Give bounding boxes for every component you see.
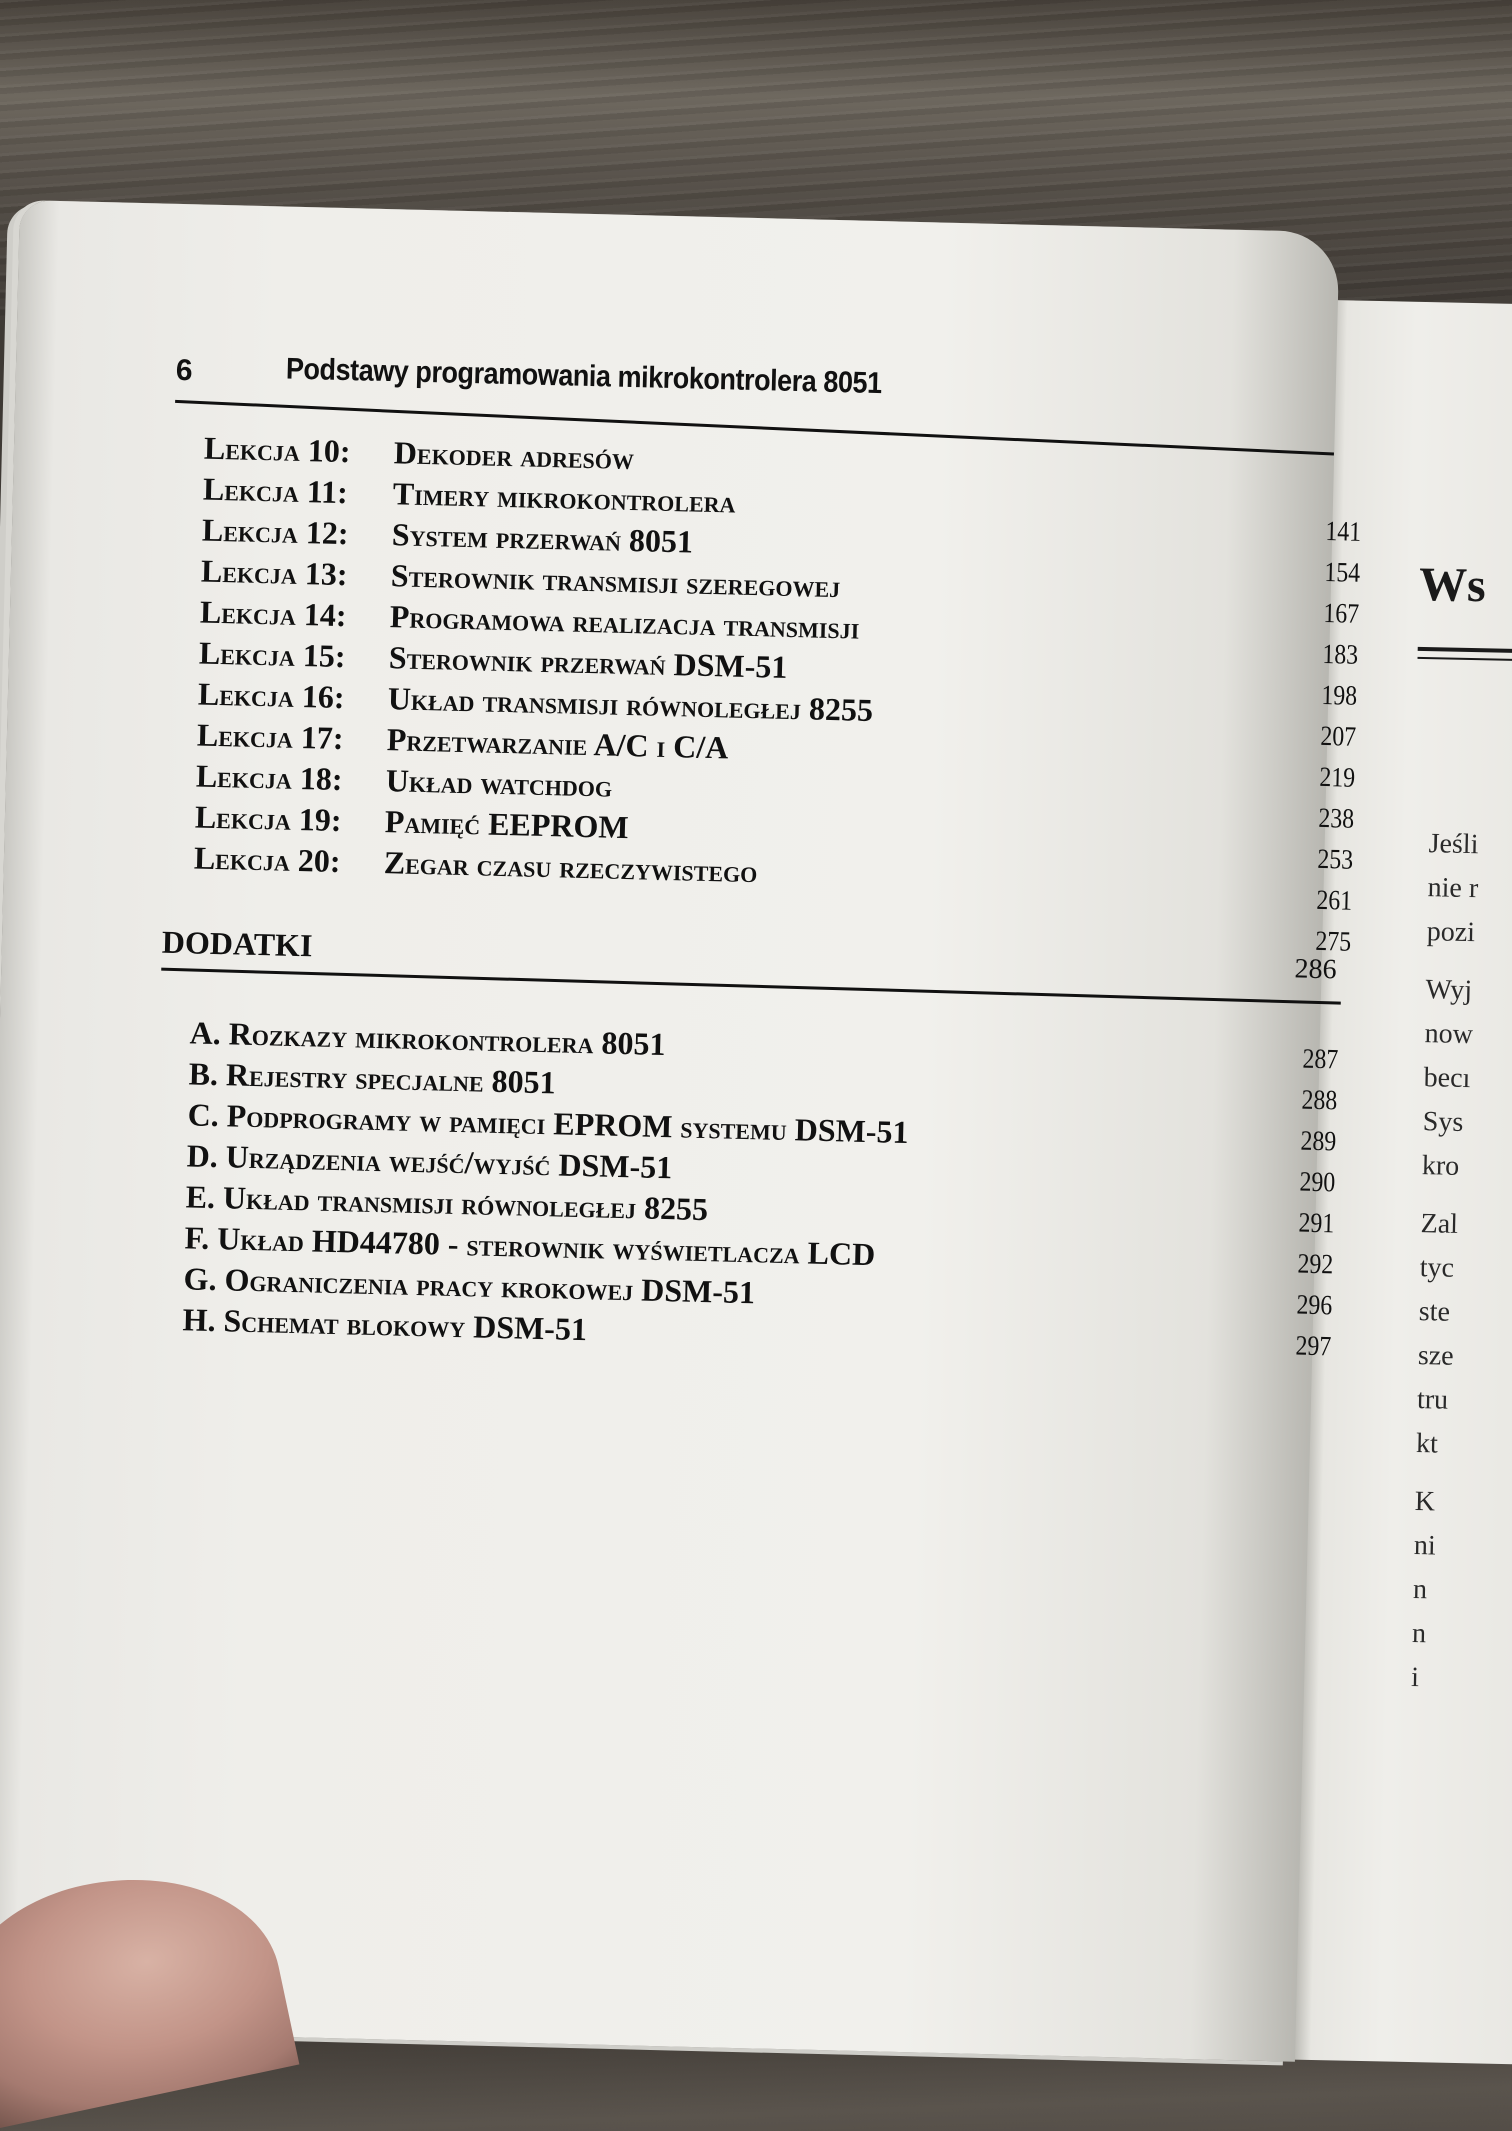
right-page-title: Ws	[1418, 557, 1487, 613]
lesson-label: Lekcja 10:	[203, 429, 351, 470]
right-page-line: pozi	[1426, 916, 1476, 949]
appendix-item-page: 287	[1302, 1043, 1339, 1076]
appendix-item-page: 289	[1300, 1125, 1337, 1158]
lesson-page: 198	[1321, 679, 1358, 712]
lesson-title: Przetwarzanie A/C i C/A	[386, 721, 729, 766]
lesson-page: 219	[1319, 761, 1356, 794]
running-title: Podstawy programowania mikrokontrolera 8051	[285, 352, 883, 401]
lesson-label: Lekcja 15:	[198, 634, 346, 675]
right-page-line: Sys	[1422, 1106, 1464, 1138]
appendix-item-title: F. Układ HD44780 - sterownik wyświetlacza LCD	[184, 1219, 876, 1273]
appendix-item-title: G. Ograniczenia pracy krokowej DSM-51	[183, 1260, 756, 1311]
left-page	[0, 200, 1362, 2062]
page-number: 6	[175, 353, 193, 388]
right-page-line: ste	[1418, 1296, 1451, 1328]
lesson-page: 275	[1315, 925, 1352, 958]
lesson-label: Lekcja 16:	[197, 675, 345, 716]
lesson-label: Lekcja 13:	[200, 552, 348, 593]
right-page-line: kro	[1421, 1150, 1460, 1182]
lesson-title: Programowa realizacja transmisji	[389, 598, 860, 646]
lesson-title: Układ watchdog	[385, 762, 613, 804]
right-page-line: tru	[1416, 1384, 1449, 1416]
appendix-item-title: D. Urządzenia wejść/wyjść DSM-51	[186, 1137, 673, 1186]
lesson-page: 167	[1323, 597, 1360, 630]
right-page-line: Jeśli	[1428, 828, 1479, 861]
lesson-label: Lekcja 14:	[199, 593, 347, 634]
right-page-text	[1411, 822, 1480, 1701]
lesson-label: Lekcja 20:	[193, 839, 341, 880]
appendix-item-page: 288	[1301, 1084, 1338, 1117]
appendix-item-title: E. Układ transmisji równoległej 8255	[185, 1178, 709, 1228]
right-page-line: K	[1414, 1486, 1436, 1518]
right-page-line: tyc	[1419, 1252, 1455, 1284]
lesson-title: System przerwań 8051	[391, 516, 694, 560]
lesson-page: 253	[1317, 843, 1354, 876]
appendix-item-title: A. Rozkazy mikrokontrolera 8051	[189, 1014, 666, 1063]
lesson-page: 261	[1316, 884, 1353, 917]
right-page-title-rule	[1418, 647, 1512, 663]
right-page-line: Wyj	[1425, 974, 1473, 1007]
right-page-line: sze	[1417, 1340, 1454, 1372]
right-page-line: becı	[1423, 1062, 1471, 1095]
lesson-title: Dekoder adresów	[393, 434, 635, 477]
right-page-line: nie r	[1427, 872, 1479, 905]
lesson-page: 207	[1320, 720, 1357, 753]
right-page-line: n	[1411, 1618, 1427, 1650]
lesson-title: Pamięć EEPROM	[384, 803, 630, 846]
lesson-title: Timery mikrokontrolera	[392, 475, 736, 520]
appendix-item-title: B. Rejestry specjalne 8051	[188, 1055, 557, 1101]
lesson-page: 141	[1325, 515, 1362, 548]
appendix-item-page: 290	[1299, 1166, 1336, 1199]
appendix-item-page: 296	[1296, 1289, 1333, 1322]
lesson-label: Lekcja 12:	[201, 511, 349, 552]
right-page-line: ni	[1413, 1530, 1437, 1562]
lesson-title: Układ transmisji równoległej 8255	[387, 680, 874, 728]
lesson-title: Sterownik przerwań DSM-51	[388, 639, 788, 685]
lesson-label: Lekcja 11:	[202, 470, 349, 511]
right-page-line: kt	[1415, 1428, 1439, 1460]
appendix-item-title: C. Podprogramy w pamięci EPROM systemu DSM-51	[187, 1096, 909, 1150]
appendix-item-title: H. Schemat blokowy DSM-51	[182, 1301, 588, 1348]
lesson-label: Lekcja 17:	[196, 716, 344, 757]
appendix-item-page: 292	[1297, 1248, 1334, 1281]
right-page-line: i	[1410, 1662, 1420, 1694]
lesson-page: 238	[1318, 802, 1355, 835]
appendix-item-page: 297	[1295, 1330, 1332, 1363]
appendix-page: 286	[1294, 953, 1337, 986]
right-page-line: Zal	[1420, 1208, 1459, 1240]
lesson-label: Lekcja 18:	[195, 757, 343, 798]
lesson-label: Lekcja 19:	[194, 798, 342, 839]
right-page-line: now	[1424, 1018, 1474, 1051]
lesson-title: Sterownik transmisji szeregowej	[390, 557, 841, 605]
lesson-page: 183	[1322, 638, 1359, 671]
appendix-title: DODATKI	[161, 923, 313, 964]
lesson-title: Zegar czasu rzeczywistego	[383, 844, 758, 890]
lesson-page: 154	[1324, 556, 1361, 589]
appendix-item-page: 291	[1298, 1207, 1335, 1240]
right-page-line: n	[1412, 1574, 1428, 1606]
